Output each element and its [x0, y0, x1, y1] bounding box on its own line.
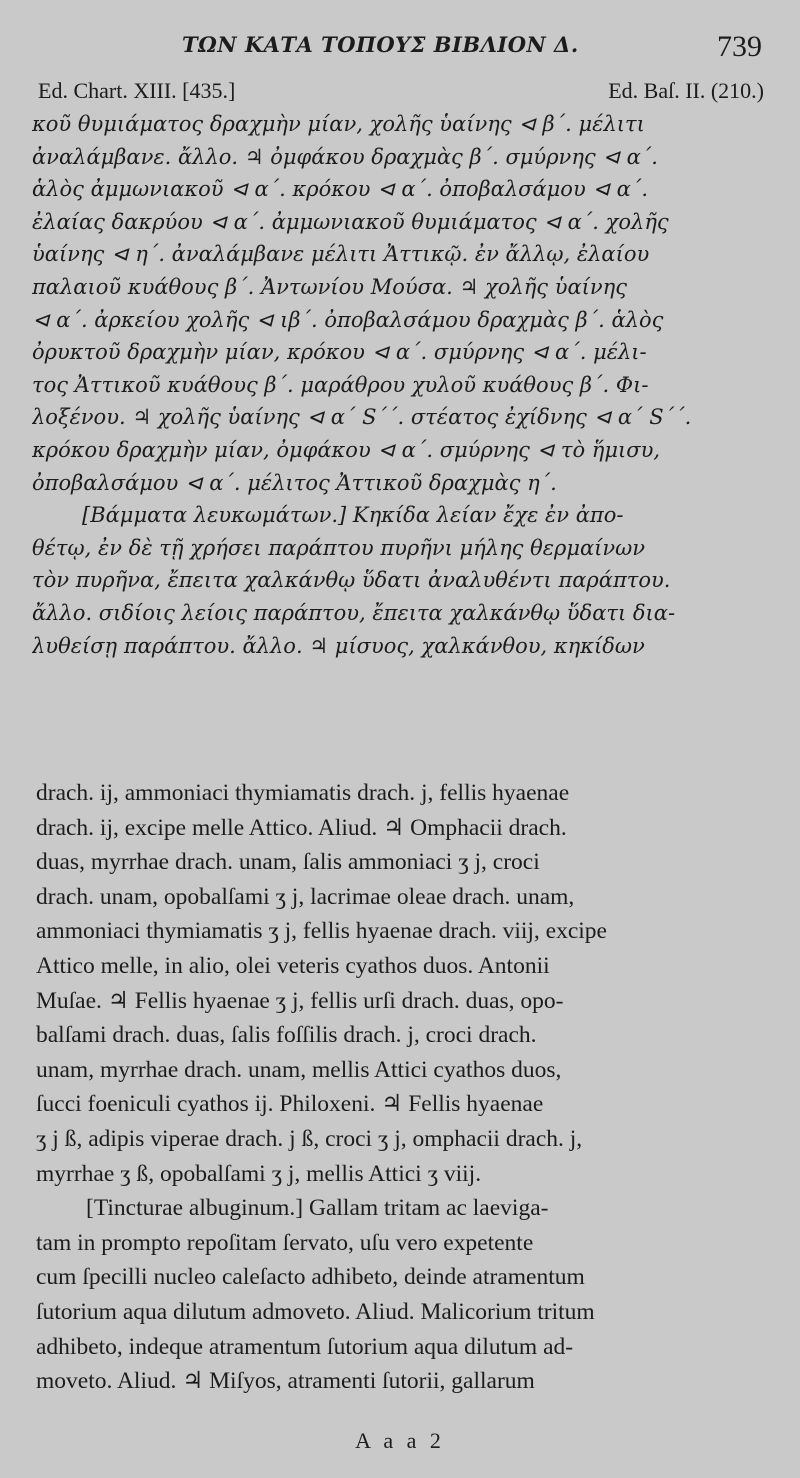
greek-line: κοῦ θυμιάματος δραχμὴν μίαν, χολῆς ὑαίνης ⊲ β΄. μέλιτι	[32, 112, 645, 136]
running-head	[0, 30, 800, 70]
edition-references	[38, 78, 764, 108]
greek-line: τὸν πυρῆνα, ἔπειτα χαλκάνθῳ ὕδατι ἀναλυθέντι παράπτου.	[32, 568, 671, 593]
latin-line: drach. ij, excipe melle Attico. Aliud. ♃ Omphacii drach.	[36, 814, 567, 841]
latin-line: Muſae. ♃ Fellis hyaenae ʒ j, fellis urſi drach. duas, opo-	[36, 987, 564, 1014]
greek-line: λυθείσῃ παράπτου. ἄλλο. ♃ μίσυος, χαλκάνθου, κηκίδων	[32, 633, 645, 658]
page-number: 739	[717, 30, 762, 63]
latin-line: Attico melle, in alio, olei veteris cyathos duos. Antonii	[36, 952, 550, 979]
running-title: ΤΩΝ ΚΑΤΑ ΤΟΠΟΥΣ ΒΙΒΛΙΟΝ Δ.	[182, 32, 579, 57]
edition-chartier: Ed. Chart. XIII. [435.]	[38, 78, 236, 103]
edition-basel: Ed. Baſ. II. (210.)	[608, 78, 764, 103]
greek-line: ἀναλάμβανε. ἄλλο. ♃ ὀμφάκου δραχμὰς β΄. σμύρνης ⊲ α΄.	[32, 144, 658, 169]
greek-line: κρόκου δραχμὴν μίαν, ὀμφάκου ⊲ α΄. σμύρνης ⊲ τὸ ἥμισυ,	[32, 437, 661, 462]
greek-line: ὀποβαλσάμου ⊲ α΄. μέλιτος Ἀττικοῦ δραχμὰς η΄.	[32, 470, 557, 495]
greek-text	[32, 108, 768, 662]
greek-line: ⊲ α΄. ἀρκείου χολῆς ⊲ ιβ΄. ὀποβαλσάμου δραχμὰς β΄. ἁλὸς	[32, 307, 664, 332]
greek-line: ἄλλο. σιδίοις λείοις παράπτου, ἔπειτα χαλκάνθῳ ὕδατι δια-	[32, 600, 676, 625]
latin-line: ammoniaci thymiamatis ʒ j, fellis hyaenae drach. viij, excipe	[36, 918, 607, 945]
latin-line: duas, myrrhae drach. unam, ſalis ammoniaci ʒ j, croci	[36, 849, 540, 876]
latin-line: balſami drach. duas, ſalis foſſilis drach. j, croci drach.	[36, 1022, 537, 1049]
latin-line: moveto. Aliud. ♃ Miſyos, atramenti ſutorii, gallarum	[36, 1368, 535, 1395]
greek-line: θέτῳ, ἐν δὲ τῇ χρήσει παράπτου πυρῆνι μήλης θερμαίνων	[32, 535, 646, 560]
latin-line: unam, myrrhae drach. unam, mellis Attici cyathos duos,	[36, 1056, 562, 1083]
latin-line: drach. ij, ammoniaci thymiamatis drach. j, fellis hyaenae	[36, 780, 570, 806]
latin-line: ʒ j ß, adipis viperae drach. j ß, croci ʒ j, omphacii drach. j,	[36, 1125, 583, 1152]
latin-line: ſucci foeniculi cyathos ij. Philoxeni. ♃ Fellis hyaenae	[36, 1091, 544, 1118]
greek-line: τος Ἀττικοῦ κυάθους β΄. μαράθρου χυλοῦ κυάθους β΄. Φι-	[32, 372, 649, 397]
signature-mark: A a a 2	[355, 1428, 445, 1453]
greek-line: ὑαίνης ⊲ η΄. ἀναλάμβανε μέλιτι Ἀττικῷ. ἐν ἄλλῳ, ἐλαίου	[32, 242, 650, 267]
greek-line: ὀρυκτοῦ δραχμὴν μίαν, κρόκου ⊲ α΄. σμύρνης ⊲ α΄. μέλι-	[32, 340, 647, 365]
greek-line: ἐλαίας δακρύου ⊲ α΄. ἀμμωνιακοῦ θυμιάματος ⊲ α΄. χολῆς	[32, 209, 669, 234]
latin-line: ſutorium aqua dilutum admoveto. Aliud. Malicorium tritum	[36, 1298, 595, 1325]
greek-line: παλαιοῦ κυάθους β΄. Ἀντωνίου Μούσα. ♃ χολῆς ὑαίνης	[32, 274, 628, 299]
latin-line: cum ſpecilli nucleo caleſacto adhibeto, deinde atramentum	[36, 1264, 585, 1291]
greek-section-heading-line: [Βάμματα λευκωμάτων.] Κηκίδα λείαν ἔχε ἐν ἀπο-	[82, 503, 624, 528]
greek-line: λοξένου. ♃ χολῆς ὑαίνης ⊲ α΄ S΄΄. στέατος ἐχίδνης ⊲ α΄ S΄΄.	[32, 405, 692, 430]
latin-line: adhibeto, indeque atramentum ſutorium aqua dilutum ad-	[36, 1333, 574, 1360]
latin-line: drach. unam, opobalſami ʒ j, lacrimae oleae drach. unam,	[36, 883, 575, 910]
latin-line: tam in prompto repoſitam ſervato, uſu vero expetente	[36, 1229, 534, 1256]
greek-line: ἁλὸς ἀμμωνιακοῦ ⊲ α΄. κρόκου ⊲ α΄. ὀποβαλσάμου ⊲ α΄.	[32, 177, 649, 202]
latin-section-heading-line: [Tincturae albuginum.] Gallam tritam ac laeviga-	[86, 1195, 549, 1222]
latin-text	[36, 776, 766, 1399]
latin-line: myrrhae ʒ ß, opobalſami ʒ j, mellis Attici ʒ viij.	[36, 1160, 482, 1187]
